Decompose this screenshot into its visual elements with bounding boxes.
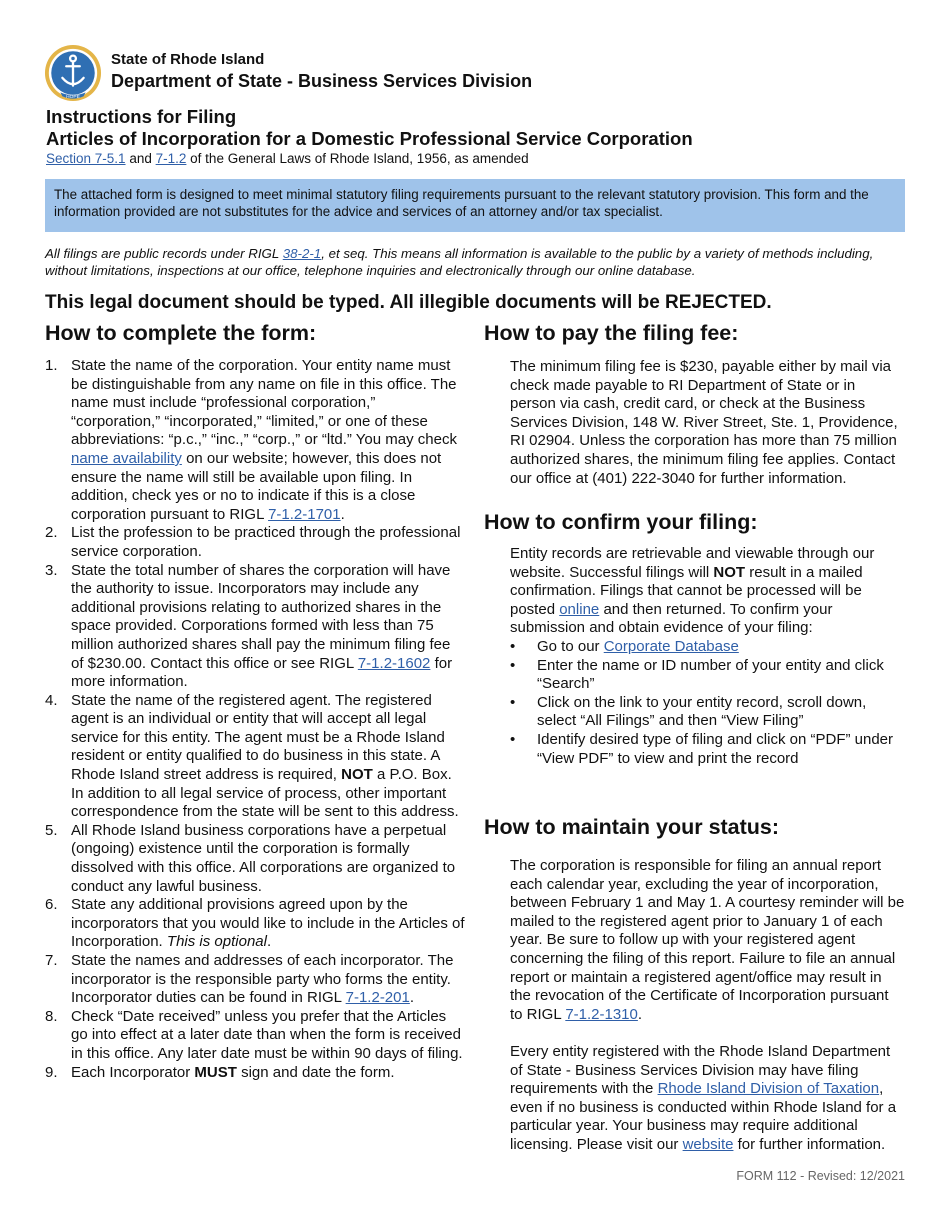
confirm-steps: [510, 638, 905, 768]
list-item: 4. State the name of the registered agent. The registered agent is an individual or entity that will accept all legal service for this entity. The agent must be a Rhode Island resident or entity qualified to do business in this state. A Rhode Island street address is required, NOT a P.O. Box. In addition to all legal service of process, other important correspondence from the state will be sent to this address.: [45, 691, 459, 821]
complete-form-heading: How to complete the form:: [45, 321, 317, 345]
website-link[interactable]: website: [682, 1135, 734, 1153]
public-records-notice: All filings are public records under RIGL 38-2-1, et seq. This means all information is available to the public by a variety of methods including, without limitations, inspections at our office, telephone inquiries and electronically through our online database.: [45, 246, 874, 278]
department-name: Department of State - Business Services Division: [111, 71, 533, 91]
list-item: • Go to our Corporate Database: [510, 637, 739, 655]
list-item: 5. All Rhode Island business corporations have a perpetual (ongoing) existence until the corporation is formally dissolved with this office. All corporations are organized to conduct any lawful business.: [45, 821, 456, 895]
confirm-filing-section: [510, 545, 905, 768]
pay-fee-heading: How to pay the filing fee:: [484, 321, 739, 345]
name-availability-link[interactable]: name availability: [71, 449, 182, 467]
form-revision: FORM 112 - Revised: 12/2021: [736, 1169, 905, 1183]
list-item: • Click on the link to your entity record, scroll down, select “All Filings” and then “View Filing”: [510, 693, 867, 730]
list-item: • Identify desired type of filing and click on “PDF” under “View PDF” to view and print the record: [510, 730, 894, 767]
list-item: 1. State the name of the corporation. Your entity name must be distinguishable from any name on file in this office. The name must include “professional corporation,” “corporation,” “incorporated,” “limited,” or one of these abbreviations: “p.c.,” “inc.,” “corp.,” or “ltd.” You may check name availability on our website; however, this does not ensure the name will still be available upon filing. In addition, check yes or no to indicate if this is a close corporation pursuant to RIGL 7-1.2-1701.: [45, 357, 457, 523]
rigl-7-1-2-1310-link[interactable]: 7-1.2-1310: [565, 1005, 638, 1023]
rigl-7-1-2-201-link[interactable]: 7-1.2-201: [345, 989, 410, 1007]
list-item: 8. Check “Date received” unless you prefer that the Articles go into effect at a later date than when the form is received in this office. Any later date must be within 90 days of filing.: [45, 1007, 463, 1062]
list-item: • Enter the name or ID number of your entity and click “Search”: [510, 656, 884, 693]
rigl-38-2-1-link[interactable]: 38-2-1: [282, 246, 322, 261]
rhode-island-seal-icon: [44, 44, 102, 102]
annual-report-text: The corporation is responsible for filing an annual report each calendar year, excluding the year of incorporation, between February 1 and May 1. A courtesy reminder will be mailed to the registered agent prior to January 1 of each year. Be sure to follow up with your registered agent concerning the filing of this report. Failure to file an annual report or maintain a registered agent/office may result in the revocation of the Certificate of Incorporation pursuant to RIGL 7-1.2-1310.: [510, 857, 905, 1023]
state-name: State of Rhode Island: [111, 51, 265, 68]
rigl-7-1-2-1701-link[interactable]: 7-1.2-1701: [268, 505, 341, 523]
list-item: 6. State any additional provisions agreed upon by the incorporators that you would like to include in the Articles of Incorporation. This is optional.: [45, 896, 465, 951]
section-7-5-1-link[interactable]: Section 7-5.1: [46, 151, 126, 166]
list-item: 9. Each Incorporator MUST sign and date the form.: [45, 1063, 395, 1081]
confirm-filing-text: Entity records are retrievable and viewable through our website. Successful filings will NOT result in a mailed confirmation. Filings that cannot be processed will be posted online and then returned. To confirm your submission and obtain evidence of your filing:: [510, 545, 875, 637]
pay-fee-text: The minimum filing fee is $230, payable either by mail via check made payable to RI Department of State or in person via cash, credit card, or check at the Business Services Division, 148 W. River Street, Ste. 1, Providence, RI 02904. Unless the corporation has more than 75 million authorized shares, the minimum filing fee applies. Contact our office at (401) 222-3040 for further information.: [510, 358, 898, 487]
division-of-taxation-link[interactable]: Rhode Island Division of Taxation: [657, 1080, 880, 1098]
online-link[interactable]: online: [559, 600, 600, 618]
statute-reference: Section 7-5.1 and 7-1.2 of the General Laws of Rhode Island, 1956, as amended: [46, 151, 529, 166]
list-item: 2. List the profession to be practiced through the professional service corporation.: [45, 524, 461, 560]
list-item: 7. State the names and addresses of each incorporator. The incorporator is the responsible party who forms the entity. Incorporator duties can be found in RIGL 7-1.2-201.: [45, 952, 454, 1007]
typed-document-warning: This legal document should be typed. All illegible documents will be REJECTED.: [45, 292, 772, 313]
taxation-text: Every entity registered with the Rhode Island Department of State - Business Services Division may have filing requirements with the Rhode Island Division of Taxation, even if no business is conducted within Rhode Island for a particular year. Your business may require additional licensing. Please visit our website for further information.: [510, 1042, 897, 1153]
maintain-status-heading: How to maintain your status:: [484, 815, 780, 839]
seal-motto: HOPE: [66, 95, 80, 101]
rigl-7-1-2-1602-link[interactable]: 7-1.2-1602: [357, 654, 431, 672]
maintain-status-section: [510, 857, 905, 1155]
disclaimer-box: The attached form is designed to meet minimal statutory filing requirements pursuant to the relevant statutory provision. This form and the information provided are not substitutes for the advice and services of an attorney and/or tax specialist.: [45, 179, 905, 232]
list-item: 3. State the total number of shares the corporation will have the authority to issue. Incorporators may include any additional provisions relating to authorized shares in the space provided. Corporations formed with less than 75 million authorized shares shall pay the minimum filing fee of $230.00. Contact this office or see RIGL 7-1.2-1602 for more information.: [45, 561, 453, 691]
page-title: Instructions for Filing: [46, 106, 237, 127]
section-7-1-2-link[interactable]: 7-1.2: [155, 151, 187, 166]
confirm-filing-heading: How to confirm your filing:: [484, 510, 758, 534]
document-title: Articles of Incorporation for a Domestic Professional Service Corporation: [46, 128, 693, 149]
corporate-database-link[interactable]: Corporate Database: [603, 637, 739, 655]
instruction-steps: [45, 357, 465, 1082]
